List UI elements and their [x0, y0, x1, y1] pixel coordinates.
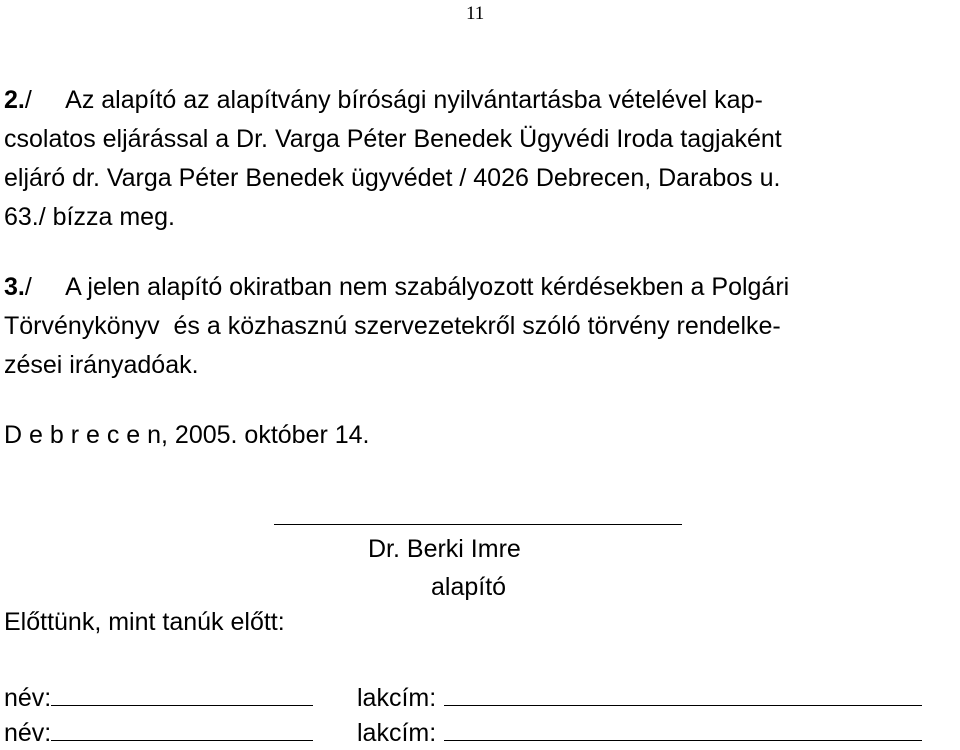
signatory-name: Dr. Berki Imre: [368, 535, 521, 563]
witness-1-row: [4, 685, 313, 711]
witness-1-address-row: [357, 685, 922, 711]
signature-line: [274, 524, 682, 525]
place-date: D e b r e c e n, 2005. október 14.: [4, 421, 370, 449]
section-3-text-1: / A jelen alapító okiratban nem szabályozott kérdésekben a Polgári: [24, 273, 790, 301]
section-3-number: 3.: [4, 273, 25, 301]
witness-2-address-label: lakcím:: [357, 719, 437, 747]
section-3-line-2: Törvénykönyv és a közhasznú szervezetekről szóló törvény rendelke-: [4, 312, 781, 340]
witness-1-address-label: lakcím:: [357, 684, 437, 712]
section-2-number: 2.: [4, 86, 25, 114]
signatory-role: alapító: [431, 573, 507, 601]
section-3-line-1: [4, 275, 789, 300]
section-2-line-3: eljáró dr. Varga Péter Benedek ügyvédet / 4026 Debrecen, Darabos u.: [4, 164, 781, 192]
witness-1-name-label: név:: [4, 684, 52, 712]
section-2-line-2: csolatos eljárással a Dr. Varga Péter Benedek Ügyvédi Iroda tagjaként: [4, 125, 782, 153]
witness-2-address-field[interactable]: [444, 720, 922, 741]
witness-2-row: [4, 720, 313, 746]
page-number: 11: [466, 3, 485, 24]
section-3-line-3: zései irányadóak.: [4, 351, 199, 379]
section-2-line-4: 63./ bízza meg.: [4, 203, 175, 231]
witness-heading: Előttünk, mint tanúk előtt:: [4, 608, 285, 636]
witness-2-name-field[interactable]: [51, 720, 313, 741]
section-2-text-1: / Az alapító az alapítvány bírósági nyilvántartásba vételével kap-: [24, 86, 763, 114]
witness-1-address-field[interactable]: [444, 685, 922, 706]
witness-1-name-field[interactable]: [51, 685, 313, 706]
section-2-line-1: [4, 88, 763, 113]
witness-2-address-row: [357, 720, 922, 746]
witness-2-name-label: név:: [4, 719, 52, 747]
